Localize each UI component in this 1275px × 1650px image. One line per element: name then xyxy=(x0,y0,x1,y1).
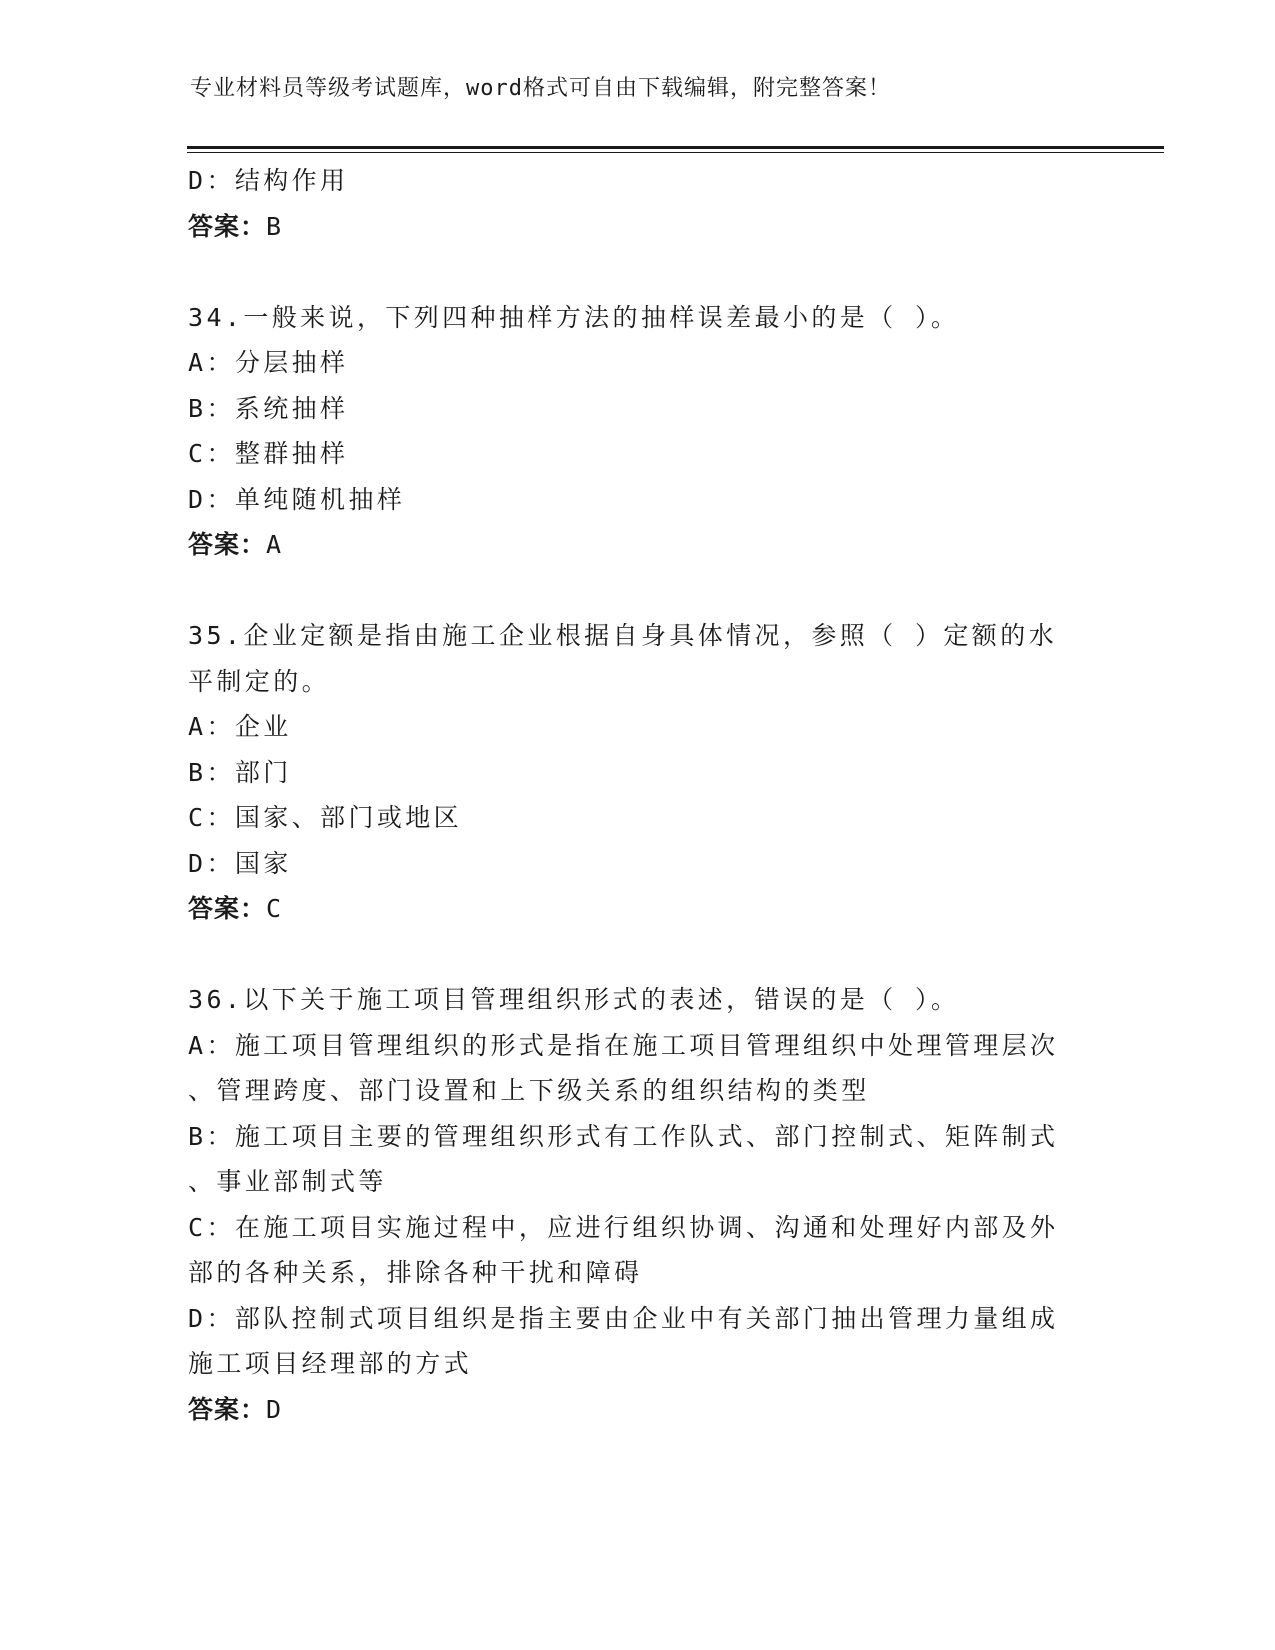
header-rule-thin xyxy=(187,152,1164,153)
answer-value: D xyxy=(266,1394,283,1424)
spacer xyxy=(188,932,1088,978)
q36-answer xyxy=(188,1387,1088,1433)
q36-option-a-line2: 、管理跨度、部门设置和上下级关系的组织结构的类型 xyxy=(188,1076,870,1105)
spacer xyxy=(188,249,1088,295)
q35-option-a: A：企业 xyxy=(188,712,292,741)
q35-option-c: C：国家、部门或地区 xyxy=(188,803,463,832)
answer-value: A xyxy=(266,530,283,559)
q35-option-d: D：国家 xyxy=(188,848,292,878)
q34-answer xyxy=(188,522,1088,568)
q34-option-a: A：分层抽样 xyxy=(188,348,349,377)
answer-label: 答案： xyxy=(188,211,267,241)
q36-option-d-line2: 施工项目经理部的方式 xyxy=(188,1349,473,1378)
answer-value: B xyxy=(266,211,283,241)
q36-option-c-line1: C：在施工项目实施过程中，应进行组织协调、沟通和处理好内部及外 xyxy=(188,1212,1059,1242)
answer-label: 答案： xyxy=(188,1394,267,1424)
answer-value: C xyxy=(266,894,283,923)
spacer xyxy=(188,568,1088,614)
q34-option-c: C：整群抽样 xyxy=(188,439,349,468)
document-body xyxy=(188,158,1088,1432)
q35-stem-line1: 35.企业定额是指由施工企业根据自身具体情况，参照（ ）定额的水 xyxy=(188,621,1058,650)
q36-option-d-line1: D：部队控制式项目组织是指主要由企业中有关部门抽出管理力量组成 xyxy=(188,1303,1059,1333)
q36-option-a-line1: A：施工项目管理组织的形式是指在施工项目管理组织中处理管理层次 xyxy=(188,1030,1059,1060)
q34-option-b: B：系统抽样 xyxy=(188,393,349,423)
prev-option-d: D：结构作用 xyxy=(188,166,349,195)
q36-option-b-line2: 、事业部制式等 xyxy=(188,1167,387,1196)
page-header: 专业材料员等级考试题库，word格式可自由下载编辑，附完整答案！ xyxy=(190,76,891,101)
q35-answer xyxy=(188,886,1088,932)
q34-option-d: D：单纯随机抽样 xyxy=(188,484,406,514)
q34-stem: 34.一般来说，下列四种抽样方法的抽样误差最小的是（ ）。 xyxy=(188,302,960,332)
q35-stem-line2: 平制定的。 xyxy=(188,666,331,696)
header-rule-thick xyxy=(187,146,1164,149)
q36-stem: 36.以下关于施工项目管理组织形式的表述，错误的是（ ）。 xyxy=(188,985,960,1014)
q36-option-b-line1: B：施工项目主要的管理组织形式有工作队式、部门控制式、矩阵制式 xyxy=(188,1121,1059,1151)
answer-label: 答案： xyxy=(188,894,267,923)
q35-option-b: B：部门 xyxy=(188,757,292,787)
answer-label: 答案： xyxy=(188,530,267,559)
q36-option-c-line2: 部的各种关系，排除各种干扰和障碍 xyxy=(188,1258,643,1287)
prev-answer xyxy=(188,204,1088,250)
